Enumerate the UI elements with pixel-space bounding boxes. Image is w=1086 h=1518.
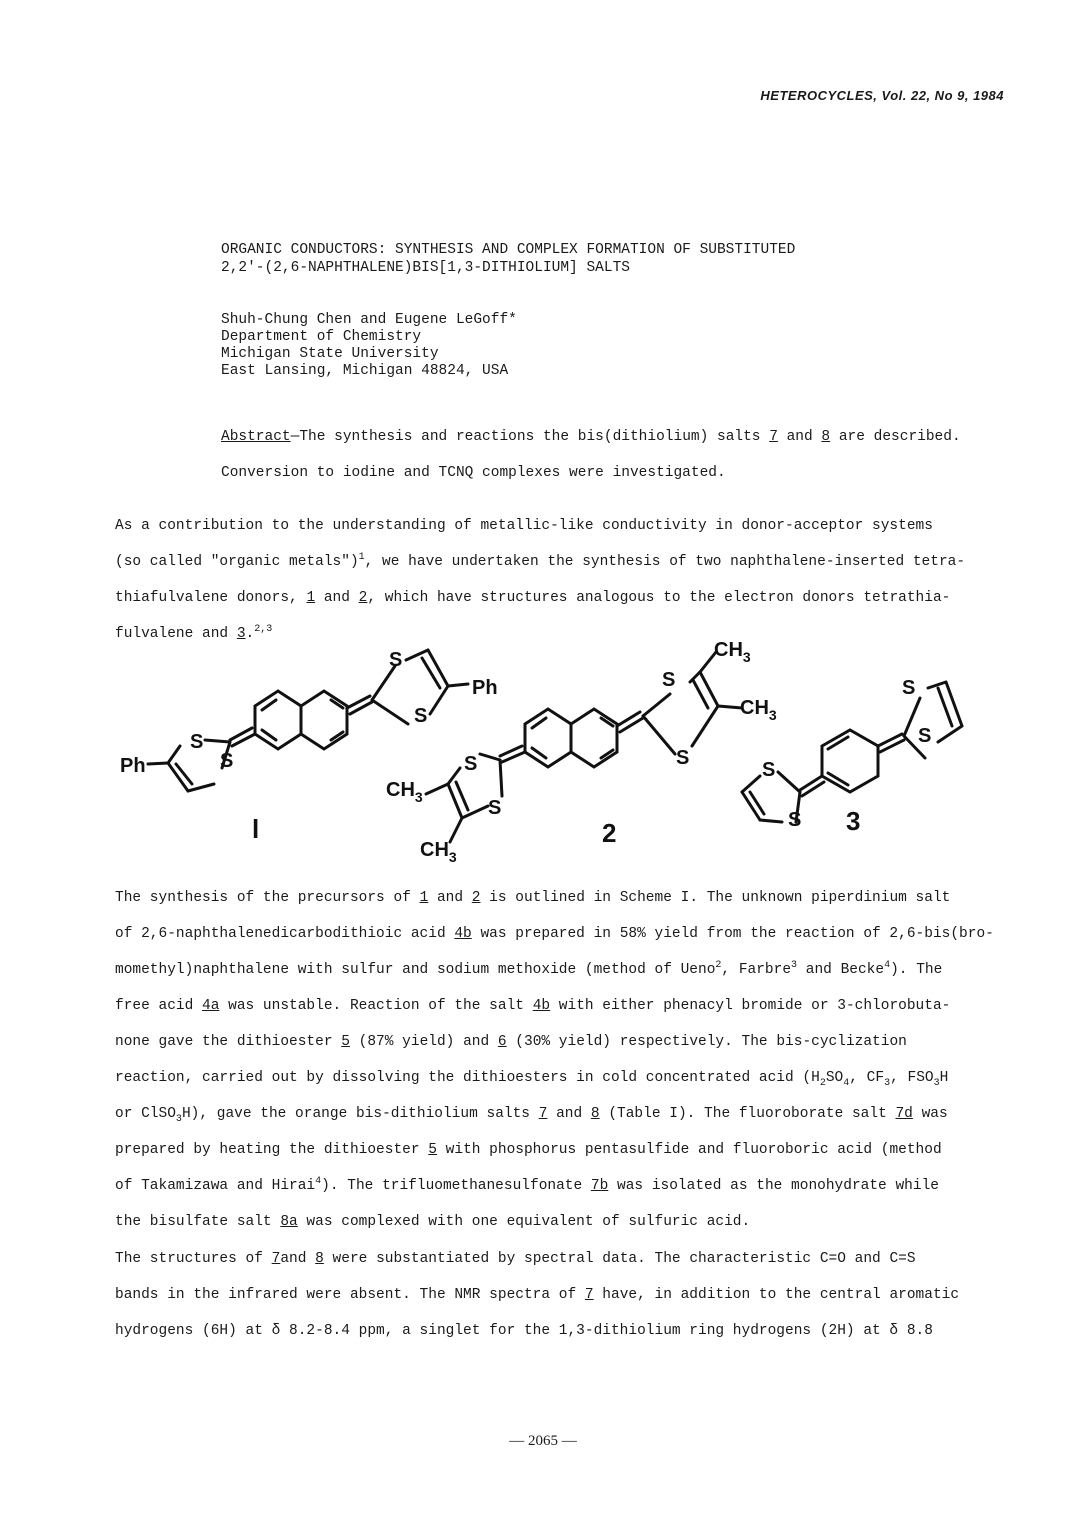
citation: 4 (884, 960, 891, 972)
sulfur-atom-label: S (762, 759, 776, 781)
text: thiafulvalene donors, (115, 590, 307, 606)
sulfur-atom-label: S (414, 705, 428, 727)
subscript: 4 (843, 1077, 850, 1089)
structures-line (115, 1241, 995, 1277)
text: was isolated as the monohydrate while (608, 1178, 939, 1194)
journal-header: HETEROCYCLES, Vol. 22, No 9, 1984 (760, 88, 1004, 103)
compound-ref: 8 (821, 429, 831, 445)
subscript: 2 (819, 1077, 826, 1089)
abstract (221, 419, 1001, 491)
compound-ref: 7d (895, 1106, 913, 1122)
compound-ref: 7 (271, 1251, 281, 1267)
text: (Table I). The fluoroborate salt (599, 1106, 896, 1122)
subscript: 3 (175, 1113, 182, 1125)
citation: 1 (358, 552, 365, 564)
compound-ref: 8 (590, 1106, 600, 1122)
text: was prepared in 58% yield from the reaction of 2,6-bis(bro- (471, 926, 994, 942)
text: , which have structures analogous to the electron donors tetrathia- (367, 590, 951, 606)
text: was complexed with one equivalent of sulfuric acid. (297, 1214, 751, 1230)
sulfur-atom-label: S (788, 809, 802, 831)
synthesis-line (115, 916, 995, 952)
text: the bisulfate salt (115, 1214, 281, 1230)
author-department: Department of Chemistry (221, 329, 422, 345)
intro-line: As a contribution to the understanding of metallic-like conductivity in donor-acceptor systems (115, 518, 933, 534)
sulfur-atom-label: S (902, 677, 916, 699)
text: ). The trifluomethanesulfonate (321, 1178, 591, 1194)
structure-3 (742, 682, 962, 822)
structures-paragraph (115, 1241, 995, 1349)
article-title (221, 241, 795, 277)
text: (87% yield) and (349, 1034, 498, 1050)
compound-ref: 1 (306, 590, 316, 606)
compound-ref: 7b (590, 1178, 609, 1194)
phenyl-label: Ph (120, 755, 146, 777)
sulfur-atom-label: S (662, 669, 676, 691)
synthesis-line (115, 1024, 995, 1060)
text: H (939, 1070, 949, 1086)
author-university: Michigan State University (221, 346, 439, 362)
text: (30% yield) respectively. The bis-cyclization (506, 1034, 907, 1050)
compound-ref: 8a (280, 1214, 298, 1230)
author-names: Shuh-Chung Chen and Eugene LeGoff* (221, 312, 517, 328)
methyl-label: $CH_3$ (420, 839, 457, 865)
double-bond: = (898, 1251, 907, 1267)
compound-ref: 4a (202, 998, 220, 1014)
synthesis-line (115, 1060, 995, 1096)
compound-ref: 3 (236, 626, 246, 642)
text: (so called "organic metals") (115, 554, 359, 570)
compound-ref: 4b (532, 998, 551, 1014)
text: and (547, 1106, 591, 1122)
synthesis-line (115, 952, 995, 988)
title-line-1: ORGANIC CONDUCTORS: SYNTHESIS AND COMPLEX FORMATION OF SUBSTITUTED (221, 242, 796, 258)
text: or ClSO (115, 1106, 176, 1122)
text: and (777, 429, 822, 445)
text: The structures of (115, 1251, 272, 1267)
text: reaction, carried out by dissolving the dithioesters in cold concentrated acid (H (115, 1070, 820, 1086)
compound-ref: 2 (471, 890, 481, 906)
text: , we have undertaken the synthesis of two naphthalene-inserted tetra- (364, 554, 966, 570)
text: are described. (830, 429, 961, 445)
synthesis-line (115, 988, 995, 1024)
sulfur-atom-label: S (389, 649, 403, 671)
citation: 2,3 (254, 624, 273, 636)
text: was (912, 1106, 948, 1122)
text: , CF (849, 1070, 885, 1086)
author-block (221, 312, 517, 380)
compound-ref: 8 (315, 1251, 324, 1267)
page-number: — 2065 — (509, 1433, 577, 1449)
text: bands in the infrared were absent. The NMR spectra of (115, 1287, 585, 1303)
text: of Takamizawa and Hirai (115, 1178, 316, 1194)
structures-line: hydrogens (6H) at δ 8.2-8.4 ppm, a singlet for the 1,3-dithiolium ring hydrogens (2H) at δ 8.8 (115, 1323, 933, 1339)
text: ). The (890, 962, 943, 978)
text: , Farbre (721, 962, 792, 978)
sulfur-atom-label: S (488, 797, 502, 819)
text: H), gave the orange bis-dithiolium salts (181, 1106, 539, 1122)
sulfur-atom-label: S (676, 747, 690, 769)
text: SO (825, 1070, 844, 1086)
text: S (906, 1251, 916, 1267)
text: and (280, 1251, 316, 1267)
text: momethyl)naphthalene with sulfur and sodium methoxide (method of Ueno (115, 962, 716, 978)
author-address: East Lansing, Michigan 48824, USA (221, 363, 509, 379)
synthesis-line (115, 1096, 995, 1132)
compound-ref: 2 (358, 590, 368, 606)
text: and (315, 590, 359, 606)
text: . (245, 626, 255, 642)
intro-paragraph (115, 508, 995, 652)
text: and (428, 890, 472, 906)
intro-line (115, 544, 995, 580)
subscript: 3 (933, 1077, 940, 1089)
text: have, in addition to the central aromatic (593, 1287, 960, 1303)
compound-number-3: 3 (846, 806, 861, 836)
abstract-line-2: Conversion to iodine and TCNQ complexes were investigated. (221, 465, 726, 481)
text: free acid (115, 998, 203, 1014)
citation: 4 (315, 1176, 322, 1188)
compound-ref: 5 (428, 1142, 437, 1158)
synthesis-line (115, 1168, 995, 1204)
text: none gave the dithioester (115, 1034, 342, 1050)
methyl-label: $CH_3$ (714, 639, 751, 665)
compound-number-2: 2 (602, 818, 617, 848)
citation: 2 (715, 960, 722, 972)
text: and Becke (797, 962, 885, 978)
phenyl-label: Ph (472, 677, 498, 699)
synthesis-line (115, 880, 995, 916)
title-line-2: 2,2'-(2,6-NAPHTHALENE)BIS[1,3-DITHIOLIUM] SALTS (221, 260, 630, 276)
subscript: 3 (884, 1077, 891, 1089)
synthesis-line (115, 1204, 995, 1240)
compound-ref: 5 (341, 1034, 350, 1050)
compound-ref: 7 (538, 1106, 548, 1122)
text: were substantiated by spectral data. The characteristic C (323, 1251, 829, 1267)
text: O and C (837, 1251, 899, 1267)
text: prepared by heating the dithioester (115, 1142, 429, 1158)
compound-ref: 1 (419, 890, 429, 906)
synthesis-line (115, 1132, 995, 1168)
methyl-label: $CH_3$ (740, 697, 777, 723)
sulfur-atom-label: S (918, 725, 932, 747)
text: with either phenacyl bromide or 3-chlorobuta- (550, 998, 951, 1014)
sulfur-atom-label: S (220, 750, 234, 772)
sulfur-atom-label: S (190, 731, 204, 753)
compound-number-1: l (252, 814, 260, 844)
text: with phosphorus pentasulfide and fluoroboric acid (method (436, 1142, 942, 1158)
text: is outlined in Scheme I. The unknown piperdinium salt (480, 890, 951, 906)
sulfur-atom-label: S (464, 753, 478, 775)
text: of 2,6-naphthalenedicarbodithioic acid (115, 926, 455, 942)
methyl-label: $CH_3$ (386, 779, 423, 805)
abstract-label: Abstract (221, 429, 291, 445)
text: The synthesis of the precursors of (115, 890, 420, 906)
synthesis-paragraph (115, 880, 995, 1240)
compound-ref: 6 (497, 1034, 507, 1050)
chemical-structures-figure (110, 636, 990, 876)
compound-ref: 7 (769, 429, 778, 445)
compound-ref: 4b (454, 926, 472, 942)
double-bond: = (828, 1251, 838, 1267)
intro-line (115, 580, 995, 616)
text: —The synthesis and reactions the bis(dithiolium) salts (290, 429, 770, 445)
text: , FSO (890, 1070, 934, 1086)
compound-ref: 7 (584, 1287, 594, 1303)
citation: 3 (791, 960, 798, 972)
text: fulvalene and (115, 626, 237, 642)
abstract-line-1 (221, 419, 1001, 455)
text: was unstable. Reaction of the salt (219, 998, 533, 1014)
structures-line (115, 1277, 995, 1313)
